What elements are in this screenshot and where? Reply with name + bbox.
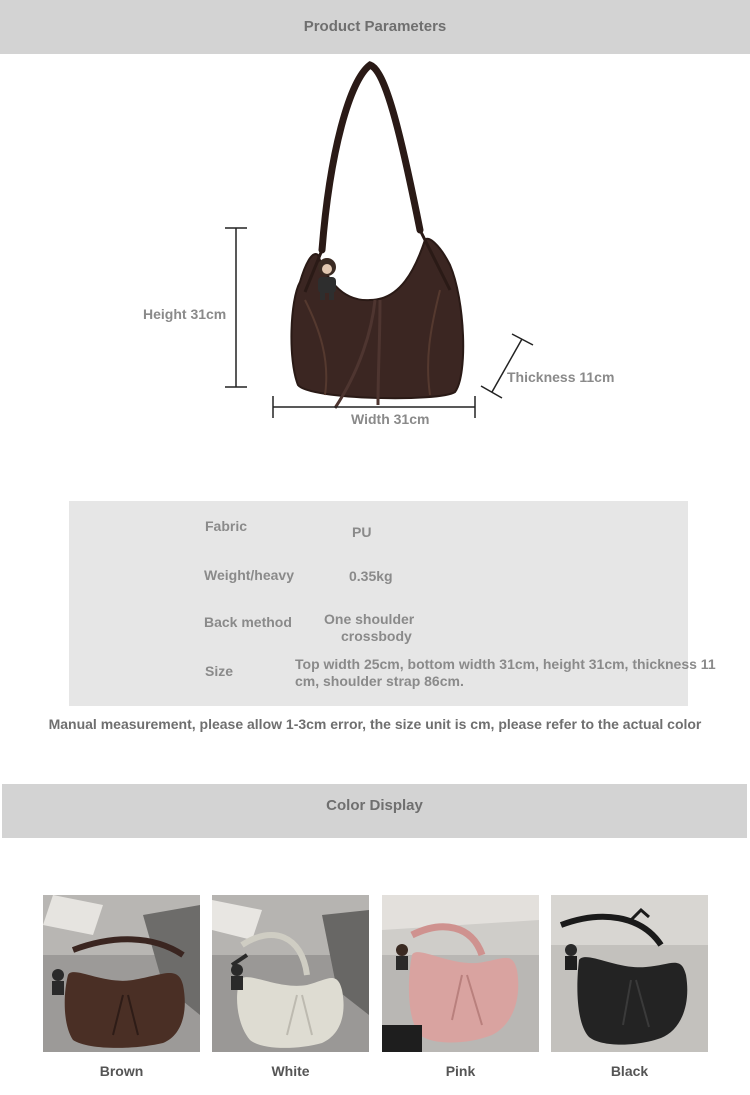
color-swatch-brown [43,895,200,1052]
measurement-note: Manual measurement, please allow 1-3cm error, the size unit is cm, please refer to the actual color [48,716,702,732]
section-title: Color Display [326,797,423,814]
color-swatch-pink [382,895,539,1052]
swatch-bag [65,972,185,1048]
color-label-black: Black [610,1063,649,1079]
thickness-label: Thickness 11cm [507,369,615,385]
thickness-dimension-line [481,334,533,398]
param-label-back-method: Back method [204,614,292,630]
swatch-bag [237,977,344,1048]
width-label: Width 31cm [351,411,430,427]
bag-strap [322,65,420,250]
param-value-size: Top width 25cm, bottom width 31cm, height 31cm, thickness 11 cm, shoulder strap 86cm. [295,656,716,689]
param-value-back-method-line2: crossbody [341,628,412,644]
param-label-size: Size [205,663,234,679]
color-swatch-white [212,895,369,1052]
product-dimension-illustration [0,54,750,494]
param-value-fabric: PU [352,524,372,540]
color-label-pink: Pink [445,1063,476,1079]
section-banner-product-parameters [0,0,750,54]
param-value-back-method-line1: One shoulder [324,611,415,627]
param-label-weight: Weight/heavy [204,567,294,583]
section-banner-color-display [2,784,747,838]
param-value-weight: 0.35kg [349,568,393,584]
color-swatch-black [551,895,708,1052]
color-label-white: White [271,1063,310,1079]
height-dimension-line [225,228,247,387]
color-label-brown: Brown [99,1063,144,1079]
section-title: Product Parameters [303,18,447,35]
height-label: Height 31cm [143,306,227,322]
swatch-bag [577,957,687,1044]
param-label-fabric: Fabric [205,518,248,534]
